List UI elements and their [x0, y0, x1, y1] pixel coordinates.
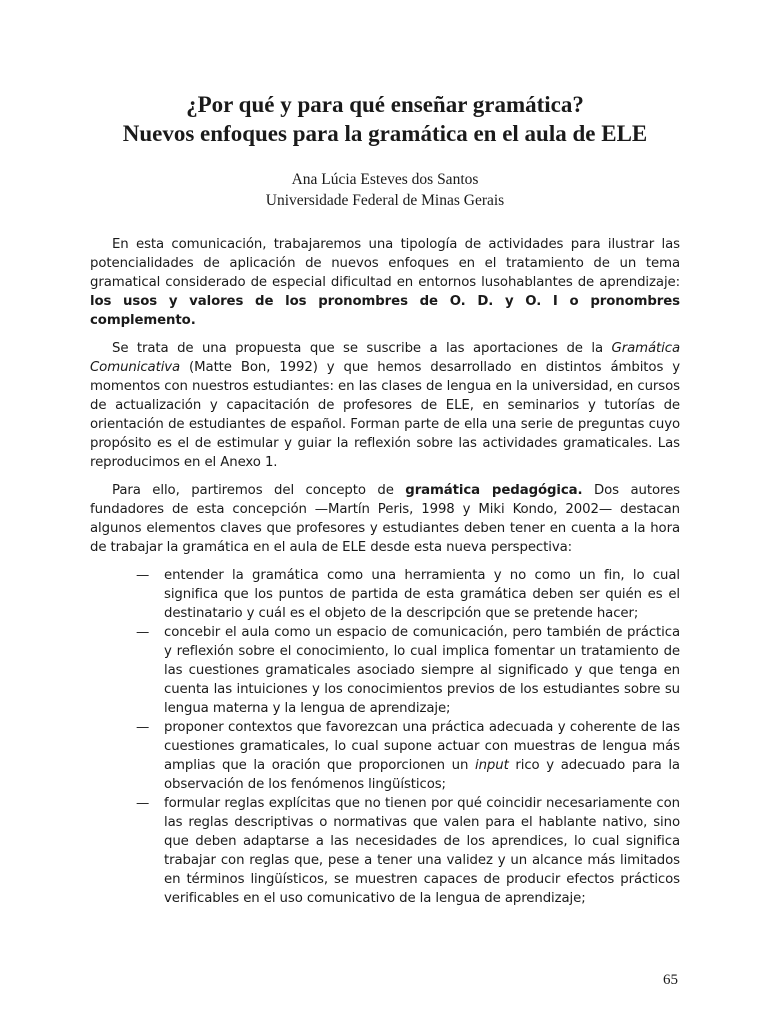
- list-dash: —: [136, 796, 150, 811]
- list-item-text-b: rico y adecuado para la observación de los fenómenos lingüísticos;: [164, 758, 680, 792]
- list-item: [90, 794, 680, 908]
- list-dash: —: [136, 568, 150, 583]
- article-page: [90, 90, 680, 908]
- paragraph-1-text: En esta comunicación, trabajaremos una tipología de actividades para ilustrar las potencialidades de aplicación de nuevos enfoques en el tratamiento de un tema gramatical considerado de especial dificultad en entornos lusohablantes de aprendizaje:: [90, 237, 680, 290]
- article-title: [90, 90, 680, 148]
- paragraph-1-emphasis: los usos y valores de los pronombres de O. D. y O. I o pronombres complemento.: [90, 294, 680, 328]
- title-line-2: Nuevos enfoques para la gramática en el aula de ELE: [122, 121, 648, 146]
- list-item-text: concebir el aula como un espacio de comunicación, pero también de práctica y reflexión sobre el conocimiento, lo cual implica fomentar un tratamiento de las cuestiones gramaticales asociado siempre al significado y que tenga en cuenta las intuiciones y los conocimientos previos de los estudiantes sobre su lengua materna y la lengua de aprendizaje;: [164, 625, 680, 716]
- paragraph-2-italic: Gramática Comunicativa: [90, 341, 680, 375]
- paragraph-2: [90, 339, 680, 472]
- list-item: [90, 566, 680, 623]
- paragraph-2-text-a: Se trata de una propuesta que se suscribe a las aportaciones de la: [112, 341, 612, 356]
- list-item: [90, 623, 680, 718]
- list-dash: —: [136, 720, 150, 735]
- author-name: Ana Lúcia Esteves dos Santos: [291, 171, 479, 188]
- list-item-italic: input: [474, 758, 509, 773]
- article-body: [90, 235, 680, 908]
- page-number: 65: [663, 972, 678, 988]
- list-item-text: formular reglas explícitas que no tienen por qué coincidir necesariamente con las reglas descriptivas o normativas que valen para el hablante nativo, sino que deben adaptarse a las necesidades de los aprendices, lo cual significa trabajar con reglas que, pese a tener una validez y un alcance más limitados en términos lingüísticos, se muestren capaces de producir efectos prácticos verificables en el uso comunicativo de la lengua de aprendizaje;: [164, 796, 680, 906]
- key-elements-list: [90, 566, 680, 908]
- paragraph-2-text-b: (Matte Bon, 1992) y que hemos desarrollado en distintos ámbitos y momentos con nuestros estudiantes: en las clases de lengua en la universidad, en cursos de actualización y capacitación de profesores de ELE, en seminarios y tutorías de orientación de estudiantes de español. Forman parte de ella una serie de preguntas cuyo propósito es el de estimular y guiar la reflexión sobre las actividades gramaticales. Las reproducimos en el Anexo 1.: [90, 360, 680, 470]
- author-block: [90, 169, 680, 211]
- paragraph-3-emphasis: gramática pedagógica.: [405, 483, 583, 498]
- paragraph-3: [90, 481, 680, 557]
- list-item-text: entender la gramática como una herramienta y no como un fin, lo cual significa que los puntos de partida de esta gramática deben ser quién es el destinatario y cuál es el objeto de la descripción que se pretende hacer;: [164, 568, 680, 621]
- list-item: [90, 718, 680, 794]
- title-line-1: ¿Por qué y para qué enseñar gramática?: [186, 92, 584, 117]
- list-item-text-a: proponer contextos que favorezcan una práctica adecuada y coherente de las cuestiones gramaticales, lo cual supone actuar con muestras de lengua más amplias que la oración que proporcionen un: [164, 720, 680, 773]
- paragraph-3-text-b: Dos autores fundadores de esta concepción —Martín Peris, 1998 y Miki Kondo, 2002— destacan algunos elementos claves que profesores y estudiantes deben tener en cuenta a la hora de trabajar la gramática en el aula de ELE desde esta nueva perspectiva:: [90, 483, 680, 555]
- list-dash: —: [136, 625, 150, 640]
- paragraph-3-text-a: Para ello, partiremos del concepto de: [112, 483, 406, 498]
- author-affiliation: Universidade Federal de Minas Gerais: [265, 192, 505, 209]
- paragraph-1: [90, 235, 680, 330]
